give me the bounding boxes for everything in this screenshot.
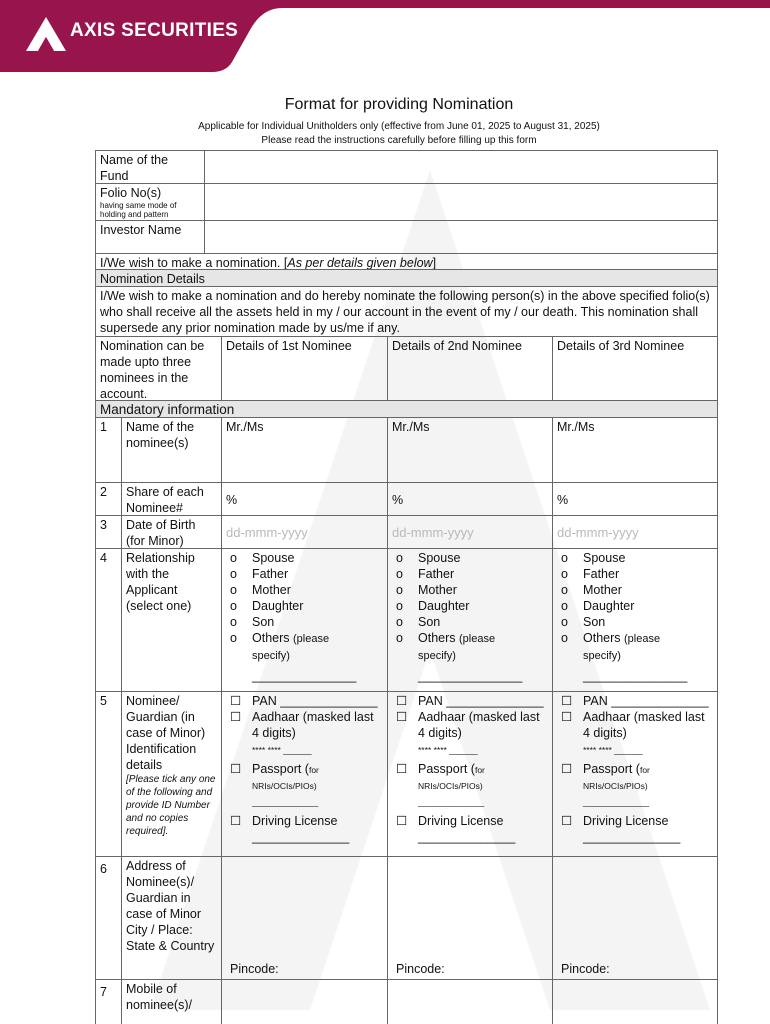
checkbox-icon[interactable]: ☐ — [561, 710, 573, 724]
relationship-option-label: Mother — [583, 583, 622, 597]
row-4-number: 4 — [96, 549, 122, 691]
row-dob — [95, 515, 718, 549]
row-6-number: 6 — [96, 857, 122, 979]
wish-text — [96, 254, 717, 269]
nominee-2-header: Details of 2nd Nominee — [388, 337, 553, 400]
pan-label: PAN ______________ — [252, 694, 378, 708]
relationship-option[interactable] — [396, 550, 548, 566]
aadhaar-text: Aadhaar (masked last 4 digits) — [583, 710, 705, 740]
id-option-passport[interactable] — [396, 761, 548, 809]
passport-label — [252, 761, 383, 809]
passport-for: for — [474, 765, 485, 775]
checkbox-icon[interactable]: ☐ — [396, 710, 408, 724]
nominee-2-address-field[interactable] — [388, 857, 553, 979]
relationship-others-label — [252, 630, 383, 684]
nominee-1-relationship — [222, 549, 388, 691]
id-option-aadhaar[interactable] — [230, 709, 383, 757]
others-note: (please — [624, 633, 661, 645]
row-5-number: 5 — [96, 692, 122, 856]
aadhaar-mask: **** **** ______ — [252, 745, 312, 755]
aadhaar-mask: **** **** ______ — [418, 745, 478, 755]
nomination-intro: Nomination can be made upto three nominees in the account. — [96, 337, 222, 400]
radio-bullet-icon[interactable]: o — [396, 631, 403, 645]
radio-bullet-icon[interactable]: o — [230, 551, 237, 565]
relationship-option[interactable] — [230, 582, 383, 598]
relationship-option-label: Father — [418, 567, 455, 581]
aadhaar-text: Aadhaar (masked last 4 digits) — [252, 710, 374, 740]
row-2-label: Share of each Nominee# — [122, 483, 222, 515]
id-option-aadhaar[interactable] — [396, 709, 548, 757]
relationship-option-label: Daughter — [252, 599, 304, 613]
radio-bullet-icon[interactable]: o — [396, 615, 403, 629]
passport-blank[interactable]: ______________ — [252, 797, 319, 807]
checkbox-icon[interactable]: ☐ — [230, 814, 242, 828]
row-2-number: 2 — [96, 483, 122, 515]
dl-blank[interactable]: ______________ — [418, 830, 516, 844]
dl-text: Driving License — [252, 814, 338, 828]
row-1-number: 1 — [96, 418, 122, 482]
id-option-passport[interactable] — [230, 761, 383, 809]
relationship-option-others[interactable] — [396, 630, 548, 684]
passport-blank[interactable]: ______________ — [583, 797, 650, 807]
fund-name-label: Name of the Fund — [96, 151, 205, 183]
nominee-3-id-details — [553, 692, 717, 856]
nominee-3-mobile-field[interactable] — [553, 980, 717, 1024]
radio-bullet-icon[interactable]: o — [561, 631, 568, 645]
aadhaar-label — [418, 709, 548, 757]
radio-bullet-icon[interactable]: o — [230, 599, 237, 613]
relationship-option-others[interactable] — [561, 630, 713, 684]
nominee-3-header: Details of 3rd Nominee — [557, 339, 685, 353]
checkbox-icon[interactable]: ☐ — [396, 814, 408, 828]
nominee-1-address-field[interactable] — [222, 857, 388, 979]
nominee-1-pincode-label: Pincode: — [230, 962, 279, 976]
row-1-label: Name of the nominee(s) — [122, 418, 222, 482]
nominee-2-id-details — [388, 692, 553, 856]
relationship-option[interactable] — [230, 566, 383, 582]
passport-for: for — [308, 765, 319, 775]
relationship-option[interactable] — [396, 598, 548, 614]
relationship-option-label: Son — [252, 615, 275, 629]
id-option-driving-license[interactable] — [561, 813, 713, 845]
passport-text: Passport ( — [583, 762, 640, 776]
row-7-label: Mobile of nominee(s)/ — [122, 980, 222, 1024]
row-5-label-cell — [122, 692, 222, 856]
others-note: (please — [293, 633, 330, 645]
relationship-option-label: Daughter — [583, 599, 635, 613]
folio-row — [95, 183, 718, 221]
others-note: (please — [459, 633, 496, 645]
passport-sub: NRIs/OCIs/PIOs) — [252, 781, 317, 791]
aadhaar-text: Aadhaar (masked last 4 digits) — [418, 710, 540, 740]
others-text: Others — [252, 631, 290, 645]
folio-label: Folio No(s) — [100, 186, 162, 200]
declaration-text: I/We wish to make a nomination and do hereby nominate the following person(s) in the above specified folio(s) who shall receive all the assets held in my / our account in the event of my / our death. This nomination shall supersede any prior nomination made by us/me if any. — [100, 289, 710, 335]
id-option-pan[interactable] — [396, 693, 548, 709]
relationship-option[interactable] — [561, 550, 713, 566]
radio-bullet-icon[interactable]: o — [396, 551, 403, 565]
row-4-label: Relationship with the Applicant (select one) — [122, 549, 222, 691]
relationship-option[interactable] — [396, 566, 548, 582]
checkbox-icon[interactable]: ☐ — [230, 762, 242, 776]
fund-name-row — [95, 150, 718, 184]
passport-text: Passport ( — [418, 762, 475, 776]
relationship-option-label: Mother — [252, 583, 291, 597]
row-5-note: [Please tick any one of the following and provide ID Number and no copies required]. — [126, 774, 216, 837]
row-address — [95, 856, 718, 980]
relationship-option-label: Spouse — [252, 551, 295, 565]
nominee-2-mobile-field[interactable] — [388, 980, 553, 1024]
others-blank[interactable]: _______________ — [252, 669, 357, 683]
relationship-option[interactable] — [230, 614, 383, 630]
radio-bullet-icon[interactable]: o — [561, 583, 568, 597]
fund-name-input[interactable] — [205, 151, 717, 183]
nomination-details-header — [95, 269, 718, 287]
relationship-option[interactable] — [230, 598, 383, 614]
row-7-number: 7 — [96, 980, 122, 1024]
passport-label — [583, 761, 713, 809]
nominee-3-pincode-label: Pincode: — [561, 962, 610, 976]
relationship-option[interactable] — [230, 550, 383, 566]
radio-bullet-icon[interactable]: o — [396, 599, 403, 613]
dl-text: Driving License — [583, 814, 669, 828]
row-nominee-name — [95, 417, 718, 483]
wish-row — [95, 253, 718, 270]
nomination-details-title: Nomination Details — [100, 272, 205, 286]
checkbox-icon[interactable]: ☐ — [230, 710, 242, 724]
nominee-1-mobile-field[interactable] — [222, 980, 388, 1024]
relationship-option-label: Son — [583, 615, 606, 629]
folio-label-cell — [96, 184, 205, 220]
passport-text: Passport ( — [252, 762, 309, 776]
relationship-others-label — [418, 630, 548, 684]
passport-sub: NRIs/OCIs/PIOs) — [418, 781, 483, 791]
relationship-option-label: Daughter — [418, 599, 470, 613]
others-note-2: specify) — [252, 650, 290, 662]
row-6-label: Address of Nominee(s)/ Guardian in case of Minor City / Place: State & Country — [122, 857, 222, 979]
id-option-pan[interactable] — [561, 693, 713, 709]
row-relationship — [95, 548, 718, 692]
wish-italic: As per details given below — [287, 256, 433, 269]
nominee-3-address-field[interactable] — [553, 857, 717, 979]
mandatory-header — [95, 400, 718, 418]
dl-label — [418, 813, 548, 845]
relationship-option[interactable] — [561, 582, 713, 598]
relationship-option-label: Father — [252, 567, 289, 581]
checkbox-icon[interactable]: ☐ — [396, 762, 408, 776]
others-blank[interactable]: _______________ — [418, 669, 523, 683]
relationship-option-label: Father — [583, 567, 620, 581]
investor-row — [95, 220, 718, 254]
others-text: Others — [418, 631, 456, 645]
nominee-1-share-field[interactable]: % — [222, 483, 388, 515]
checkbox-icon[interactable]: ☐ — [396, 694, 408, 708]
dl-blank[interactable]: ______________ — [583, 830, 681, 844]
nominee-3-share-field[interactable]: % — [557, 493, 569, 507]
nominee-1-header: Details of 1st Nominee — [222, 337, 388, 400]
relationship-option-others[interactable] — [230, 630, 383, 684]
checkbox-icon[interactable]: ☐ — [561, 694, 573, 708]
checkbox-icon[interactable]: ☐ — [561, 814, 573, 828]
dl-blank[interactable]: ______________ — [252, 830, 350, 844]
row-identification — [95, 691, 718, 857]
relationship-option[interactable] — [396, 582, 548, 598]
wish-end: ] — [432, 256, 437, 269]
nominee-3-relationship — [553, 549, 717, 691]
aadhaar-mask: **** **** ______ — [583, 745, 643, 755]
radio-bullet-icon[interactable]: o — [561, 599, 568, 613]
nominee-1-id-details — [222, 692, 388, 856]
relationship-option[interactable] — [396, 614, 548, 630]
pan-label: PAN ______________ — [418, 694, 544, 708]
folio-note: having same mode of holding and pattern — [100, 201, 177, 219]
row-5-label: Nominee/ Guardian (in case of Minor) Identification details — [126, 694, 206, 772]
investor-label: Investor Name — [96, 221, 205, 253]
passport-for: for — [639, 765, 650, 775]
others-note-2: specify) — [583, 650, 621, 662]
relationship-option-label: Spouse — [418, 551, 461, 565]
id-option-driving-license[interactable] — [230, 813, 383, 845]
checkbox-icon[interactable]: ☐ — [230, 694, 242, 708]
nominee-2-share-field[interactable]: % — [388, 483, 553, 515]
radio-bullet-icon[interactable]: o — [230, 567, 237, 581]
relationship-option[interactable] — [561, 598, 713, 614]
radio-bullet-icon[interactable]: o — [396, 567, 403, 581]
dl-label — [252, 813, 383, 845]
id-option-aadhaar[interactable] — [561, 709, 713, 757]
row-share — [95, 482, 718, 516]
subtitle-instructions: Please read the instructions carefully before filling up this form — [261, 135, 537, 146]
nominee-2-name-field[interactable]: Mr./Ms — [388, 418, 553, 482]
investor-input[interactable] — [205, 221, 717, 253]
aadhaar-label — [583, 709, 713, 757]
axis-logo-icon — [26, 17, 66, 51]
row-mobile — [95, 979, 718, 1024]
id-option-passport[interactable] — [561, 761, 713, 809]
subtitle-applicability: Applicable for Individual Unitholders only (effective from June 01, 2025 to August 31, 2025) — [198, 121, 600, 132]
others-text: Others — [583, 631, 621, 645]
passport-sub: NRIs/OCIs/PIOs) — [583, 781, 648, 791]
row-3-number: 3 — [96, 516, 122, 548]
dl-label — [583, 813, 713, 845]
others-note-2: specify) — [418, 650, 456, 662]
radio-bullet-icon[interactable]: o — [230, 631, 237, 645]
nominee-3-name-field[interactable]: Mr./Ms — [557, 420, 595, 434]
nominee-3-dob-field[interactable]: dd-mmm-yyyy — [557, 525, 639, 540]
radio-bullet-icon[interactable]: o — [230, 583, 237, 597]
radio-bullet-icon[interactable]: o — [561, 615, 568, 629]
relationship-option-label: Mother — [418, 583, 457, 597]
checkbox-icon[interactable]: ☐ — [561, 762, 573, 776]
relationship-option-label: Son — [418, 615, 441, 629]
radio-bullet-icon[interactable]: o — [561, 551, 568, 565]
row-3-label: Date of Birth (for Minor) — [122, 516, 222, 548]
relationship-option[interactable] — [561, 614, 713, 630]
nominee-2-relationship — [388, 549, 553, 691]
brand-name: AXIS SECURITIES — [70, 20, 239, 41]
pan-label: PAN ______________ — [583, 694, 709, 708]
declaration-row — [95, 286, 718, 337]
others-blank[interactable]: _______________ — [583, 669, 688, 683]
nominee-1-dob-field[interactable]: dd-mmm-yyyy — [222, 516, 388, 548]
nominee-2-dob-field[interactable]: dd-mmm-yyyy — [388, 516, 553, 548]
passport-label — [418, 761, 548, 809]
relationship-others-label — [583, 630, 713, 684]
radio-bullet-icon[interactable]: o — [396, 583, 403, 597]
id-option-pan[interactable] — [230, 693, 383, 709]
folio-input[interactable] — [205, 184, 717, 220]
radio-bullet-icon[interactable]: o — [561, 567, 568, 581]
aadhaar-label — [252, 709, 383, 757]
mandatory-title: Mandatory information — [100, 402, 235, 417]
nominee-header-row — [95, 336, 718, 401]
id-option-driving-license[interactable] — [396, 813, 548, 845]
relationship-option-label: Spouse — [583, 551, 626, 565]
page-title: Format for providing Nomination — [284, 96, 514, 113]
passport-blank[interactable]: ______________ — [418, 797, 485, 807]
nominee-2-pincode-label: Pincode: — [396, 962, 445, 976]
dl-text: Driving License — [418, 814, 504, 828]
relationship-option[interactable] — [561, 566, 713, 582]
nominee-1-name-field[interactable]: Mr./Ms — [222, 418, 388, 482]
wish-line: I/We wish to make a nomination. [ — [100, 256, 288, 269]
radio-bullet-icon[interactable]: o — [230, 615, 237, 629]
